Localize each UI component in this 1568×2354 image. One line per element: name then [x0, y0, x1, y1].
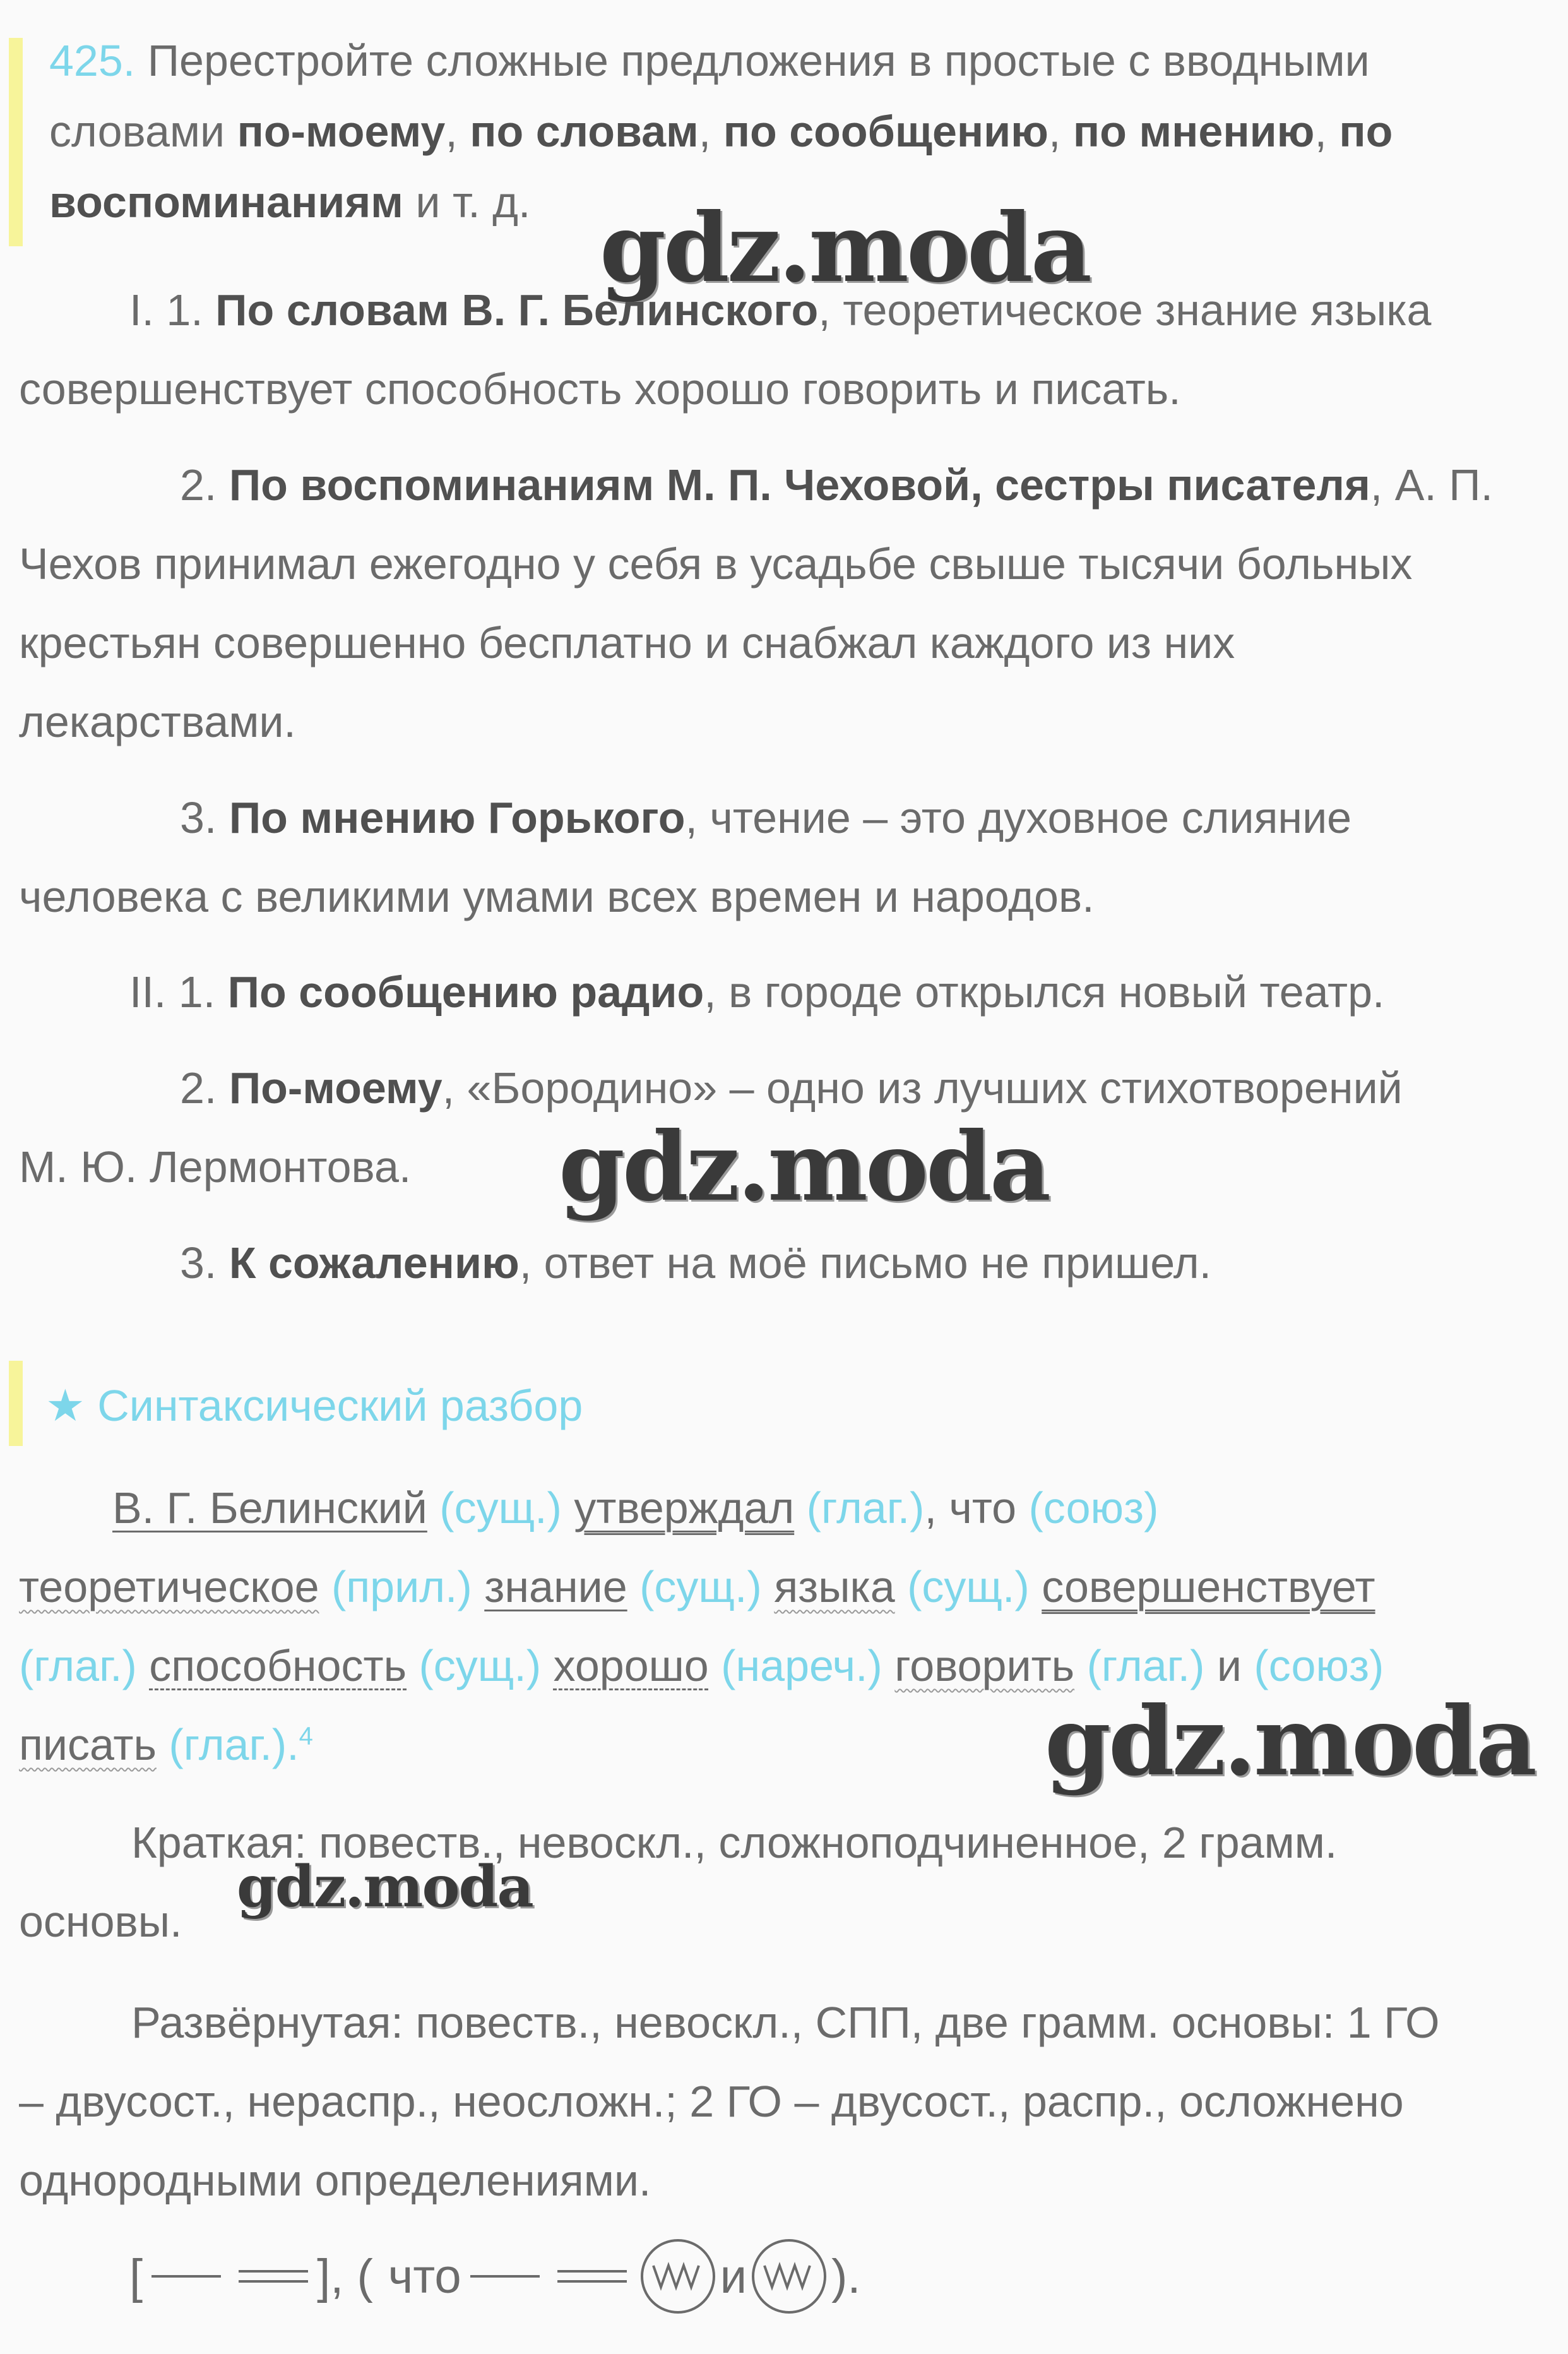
sentence-ii3: 3. К сожалению, ответ на моё письмо не пришел. [180, 1238, 1212, 1288]
sentence-i3-line2: человека с великими умами всех времен и народов. [19, 872, 1095, 921]
attribute: языка [774, 1562, 895, 1611]
task-number: 425. [49, 36, 136, 85]
adverbial: хорошо [553, 1641, 709, 1690]
subject: В. Г. Белинский [112, 1483, 427, 1532]
analysis-heading: ★ Синтаксический разбор [45, 1381, 583, 1430]
analysis-highlight-bar [9, 1361, 23, 1446]
homogeneous-member-icon [752, 2239, 826, 2314]
sentence-ii2-line2: М. Ю. Лермонтова. [19, 1142, 412, 1192]
sentence-ii2: 2. По-моему, «Бородино» – одно из лучших стихотворений [180, 1063, 1403, 1113]
short-analysis-line2: основы. [19, 1897, 182, 1946]
predicate-line [557, 2270, 627, 2283]
keyword: по мнению [1072, 107, 1315, 156]
parse-line3: (глаг.) способность (сущ.) хорошо (нареч.) говорить (глаг.) и (союз) [19, 1641, 1384, 1690]
object: способность [149, 1641, 407, 1690]
sentence-i2-line4: лекарствами. [19, 697, 296, 746]
sentence-ii1: II. 1. По сообщению радио, в городе открылся новый театр. [129, 967, 1385, 1017]
long-analysis: Развёрнутая: повеств., невоскл., СПП, две грамм. основы: 1 ГО [131, 1998, 1440, 2047]
subject-line [470, 2275, 540, 2278]
watermark: gdz.moda [1045, 1686, 1535, 1797]
watermark: gdz.moda [559, 1111, 1049, 1222]
parse-line1: В. Г. Белинский (сущ.) утверждал (глаг.), что (союз) [112, 1483, 1159, 1532]
parse-line2: теоретическое (прил.) знание (сущ.) языка (сущ.) совершенствует [19, 1562, 1375, 1611]
parse-line4: писать (глаг.).$^4$ [19, 1720, 313, 1769]
subject-line [151, 2275, 221, 2278]
predicate: совершенствует [1042, 1562, 1375, 1611]
subject: знание [484, 1562, 627, 1611]
predicate: утверждал [574, 1483, 795, 1532]
attribute: писать [19, 1720, 157, 1769]
sentence-i1: I. 1. По словам В. Г. Белинского, теоретическое знание языка [129, 285, 1432, 335]
keyword: по-моему [237, 107, 446, 156]
task-prompt: 425. Перестройте сложные предложения в простые с вводными словами по-моему, по словам, по сообщению, по мнению, по воспоминаниям и т. д. [49, 36, 1393, 227]
sentence-i3: 3. По мнению Горького, чтение – это духовное слияние [180, 793, 1352, 842]
long-analysis-line2: – двусост., нераспр., неосложн.; 2 ГО – двусост., распр., осложнено [19, 2077, 1404, 2126]
keyword: по воспоминаниям [49, 107, 1393, 227]
keyword: по словам [470, 107, 699, 156]
sentence-i2: 2. По воспоминаниям М. П. Чеховой, сестры писателя, А. П. [180, 460, 1494, 510]
task-highlight-bar [9, 38, 23, 246]
keyword: по сообщению [723, 107, 1048, 156]
attribute: теоретическое [19, 1562, 319, 1611]
predicate-line [239, 2270, 308, 2283]
footnote-marker: 4 [299, 1722, 313, 1750]
sentence-schema: [ ], ( что и ). [129, 2235, 861, 2317]
watermark: gdz.moda [600, 193, 1090, 304]
attribute: говорить [894, 1641, 1075, 1690]
watermark: gdz.moda [237, 1853, 533, 1920]
short-analysis: Краткая: повеств., невоскл., сложноподчиненное, 2 грамм. [131, 1818, 1338, 1867]
sentence-i2-line2: Чехов принимал ежегодно у себя в усадьбе свыше тысячи больных [19, 539, 1413, 588]
long-analysis-line3: однородными определениями. [19, 2156, 651, 2205]
sentence-i1-line2: совершенствует способность хорошо говорить и писать. [19, 364, 1181, 414]
homogeneous-member-icon [641, 2239, 715, 2314]
sentence-i2-line3: крестьян совершенно бесплатно и снабжал каждого из них [19, 618, 1235, 667]
